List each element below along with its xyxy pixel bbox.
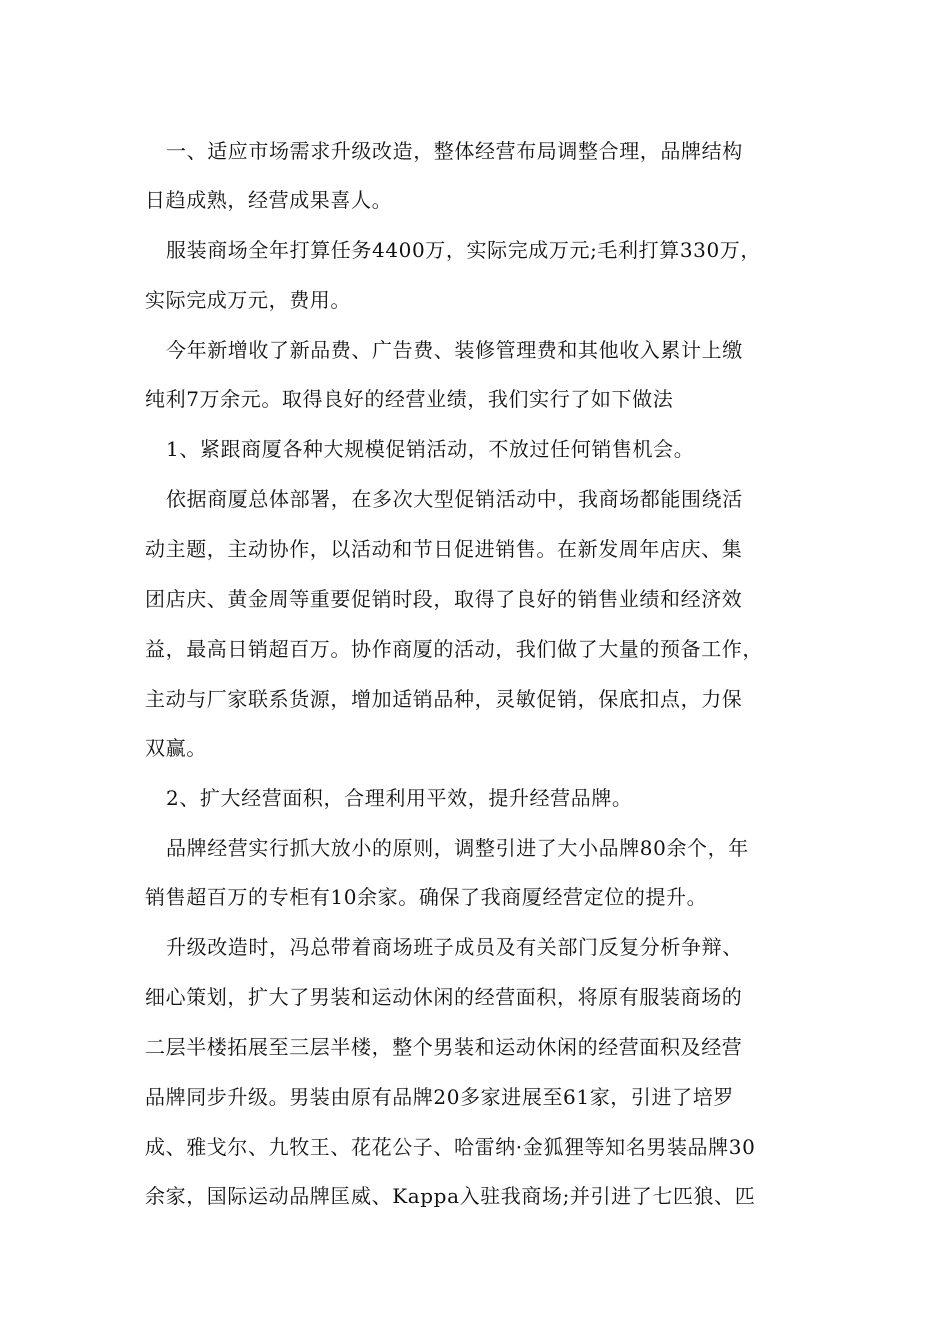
text-line-20: 品牌同步升级。男装由原有品牌20多家进展至61家，引进了培罗 (145, 1085, 734, 1109)
text-line-11: 益，最高日销超百万。协作商厦的活动，我们做了大量的预备工作， (145, 637, 763, 661)
text-line-7: 1、紧跟商厦各种大规模促销活动，不放过任何销售机会。 (166, 437, 695, 461)
text-line-17: 升级改造时，冯总带着商场班子成员及有关部门反复分析争辩、 (166, 935, 743, 959)
text-line-10: 团店庆、黄金周等重要促销时段，取得了良好的销售业绩和经济效 (145, 587, 743, 611)
text-line-6: 纯利7万余元。取得良好的经营业绩，我们实行了如下做法 (145, 387, 674, 411)
text-line-5: 今年新增收了新品费、广告费、装修管理费和其他收入累计上缴 (166, 338, 743, 362)
text-line-15: 品牌经营实行抓大放小的原则，调整引进了大小品牌80余个，年 (166, 836, 749, 860)
text-line-8: 依据商厦总体部署，在多次大型促销活动中，我商场都能围绕活 (166, 487, 743, 511)
text-line-21: 成、雅戈尔、九牧王、花花公子、哈雷纳·金狐狸等知名男装品牌30 (145, 1135, 756, 1159)
text-line-16: 销售超百万的专柜有10余家。确保了我商厦经营定位的提升。 (145, 885, 708, 909)
text-line-3: 服装商场全年打算任务4400万，实际完成万元;毛利打算330万， (166, 238, 762, 262)
text-line-2: 日趋成熟，经营成果喜人。 (145, 188, 393, 212)
text-line-9: 动主题，主动协作，以活动和节日促进销售。在新发周年店庆、集 (145, 537, 743, 561)
text-line-19: 二层半楼拓展至三层半楼，整个男装和运动休闲的经营面积及经营 (145, 1035, 743, 1059)
text-line-1: 一、适应市场需求升级改造，整体经营布局调整合理，品牌结构 (166, 139, 743, 163)
text-line-18: 细心策划，扩大了男装和运动休闲的经营面积，将原有服装商场的 (145, 985, 743, 1009)
text-line-22: 余家，国际运动品牌匡威、Kappa入驻我商场;并引进了七匹狼、匹 (145, 1184, 756, 1208)
text-line-4: 实际完成万元，费用。 (145, 288, 351, 312)
text-line-14: 2、扩大经营面积，合理利用平效，提升经营品牌。 (166, 786, 633, 810)
text-line-12: 主动与厂家联系货源，增加适销品种，灵敏促销，保底扣点，力保 (145, 687, 743, 711)
text-line-13: 双赢。 (145, 736, 207, 760)
